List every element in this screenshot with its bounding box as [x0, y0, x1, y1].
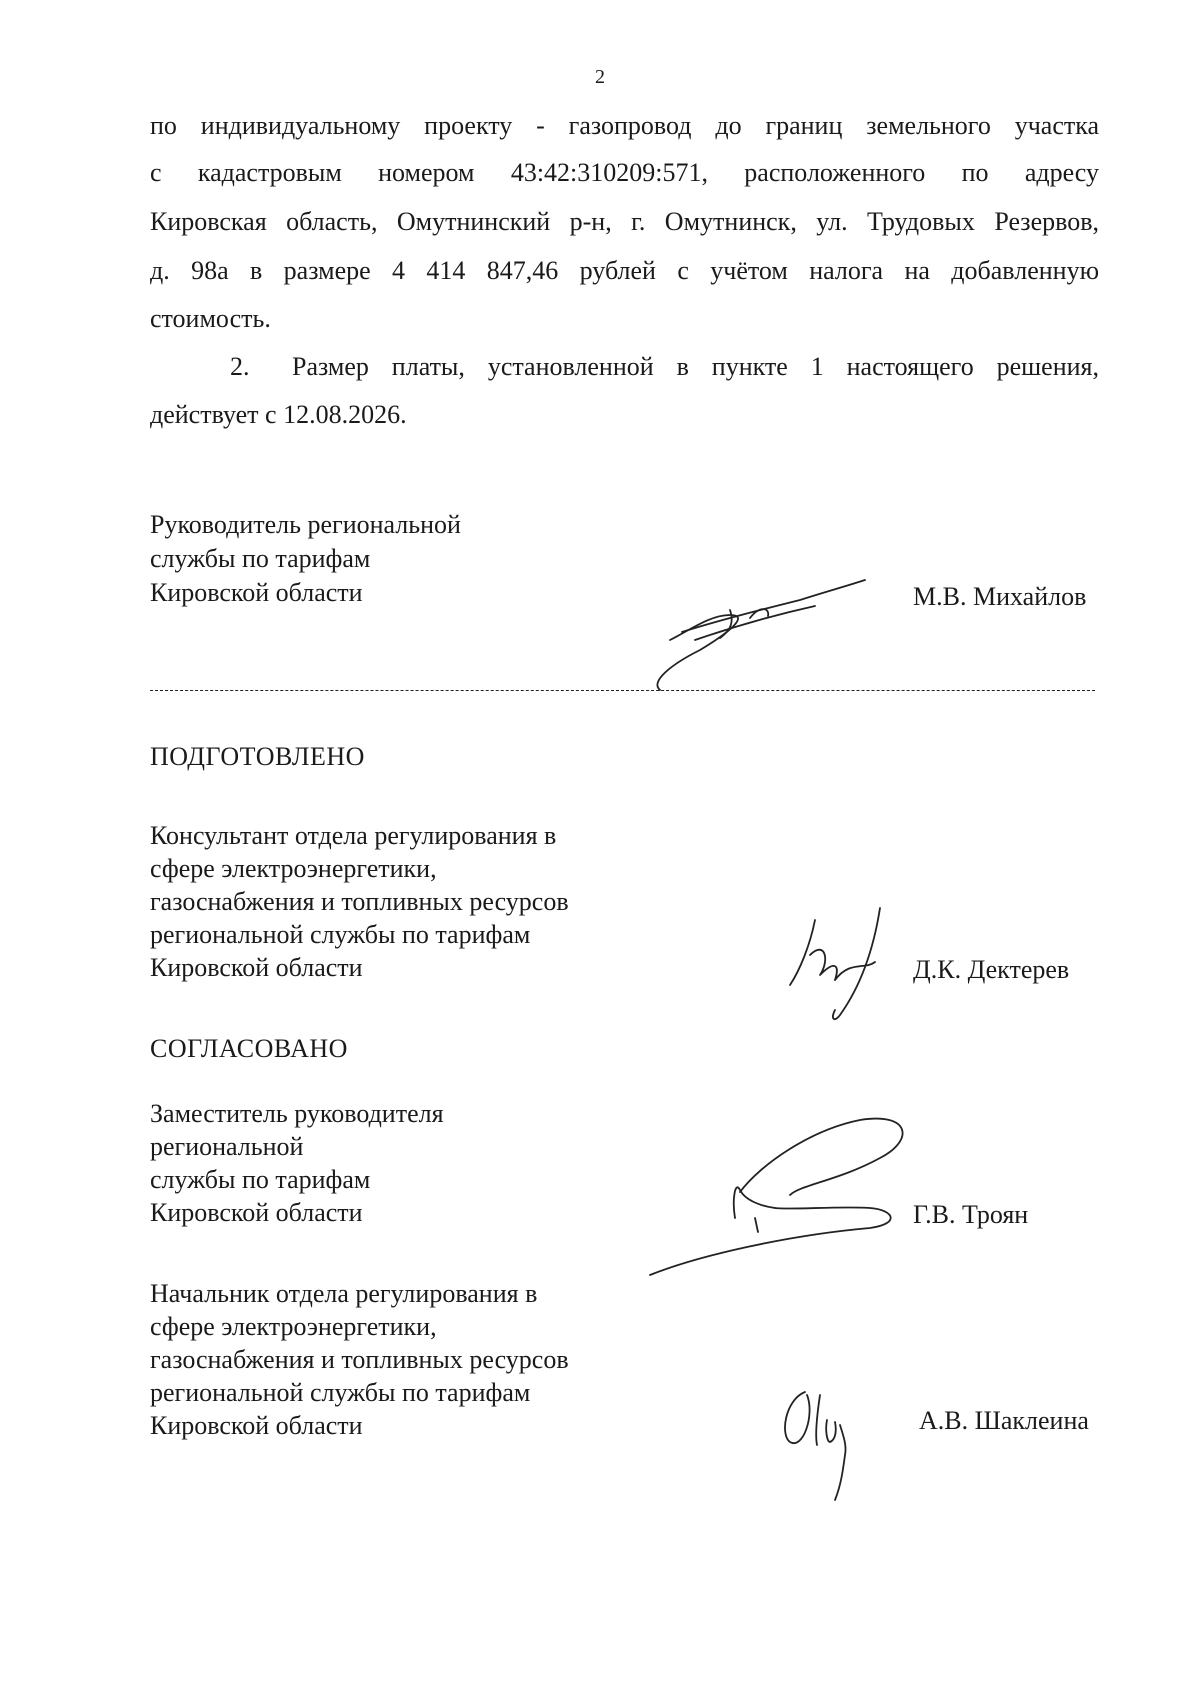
prepared-title-line-4: региональной службы по тарифам	[150, 920, 531, 949]
prepared-title-line-3: газоснабжения и топливных ресурсов	[150, 887, 569, 916]
agreed-1-title-line-3: службы по тарифам	[150, 1165, 371, 1194]
body-line-2: с кадастровым номером 43:42:310209:571, расположенного по адресу	[150, 158, 1099, 187]
body-line-1: по индивидуальному проекту - газопровод до границ земельного участка	[150, 111, 1099, 140]
agreed-2-title-line-2: сфере электроэнергетики,	[150, 1312, 437, 1341]
agreed-2-signatory-name: А.В. Шаклеина	[919, 1406, 1089, 1435]
agreed-2-title-line-1: Начальник отдела регулирования в	[150, 1279, 538, 1308]
agreed-1-title-line-1: Заместитель руководителя	[150, 1099, 444, 1128]
item-2-line-2: действует с 12.08.2026.	[150, 400, 407, 429]
prepared-title-line-1: Консультант отдела регулирования в	[150, 821, 557, 850]
head-signatory-name: М.В. Михайлов	[913, 582, 1087, 611]
signature-shakleina	[775, 1380, 885, 1510]
item-2-line-1: Размер платы, установленной в пункте 1 настоящего решения,	[292, 352, 1099, 381]
agreed-heading: СОГЛАСОВАНО	[150, 1034, 348, 1063]
page-number: 2	[595, 66, 605, 88]
head-title-line-1: Руководитель региональной	[150, 510, 461, 539]
body-line-4: д. 98а в размере 4 414 847,46 рублей с учётом налога на добавленную	[150, 256, 1099, 285]
prepared-title-line-5: Кировской области	[150, 953, 363, 982]
agreed-1-signatory-name: Г.В. Троян	[913, 1200, 1029, 1229]
agreed-2-title-line-4: региональной службы по тарифам	[150, 1378, 531, 1407]
body-line-3: Кировская область, Омутнинский р-н, г. Омутнинск, ул. Трудовых Резервов,	[150, 207, 1099, 236]
head-title-line-2: службы по тарифам	[150, 544, 371, 573]
agreed-2-title-line-3: газоснабжения и топливных ресурсов	[150, 1345, 569, 1374]
signature-dekterev	[780, 900, 910, 1030]
agreed-1-title-line-2: региональной	[150, 1132, 304, 1161]
prepared-title-line-2: сфере электроэнергетики,	[150, 854, 437, 883]
agreed-1-title-line-4: Кировской области	[150, 1198, 363, 1227]
signature-mikhailov	[610, 570, 870, 700]
head-title-line-3: Кировской области	[150, 578, 363, 607]
item-2-number: 2.	[230, 352, 250, 381]
prepared-heading: ПОДГОТОВЛЕНО	[150, 742, 365, 771]
agreed-2-title-line-5: Кировской области	[150, 1411, 363, 1440]
signature-divider	[150, 690, 1095, 691]
prepared-signatory-name: Д.К. Дектерев	[913, 955, 1070, 984]
body-line-5: стоимость.	[150, 304, 271, 333]
signature-troyan	[640, 1110, 930, 1290]
